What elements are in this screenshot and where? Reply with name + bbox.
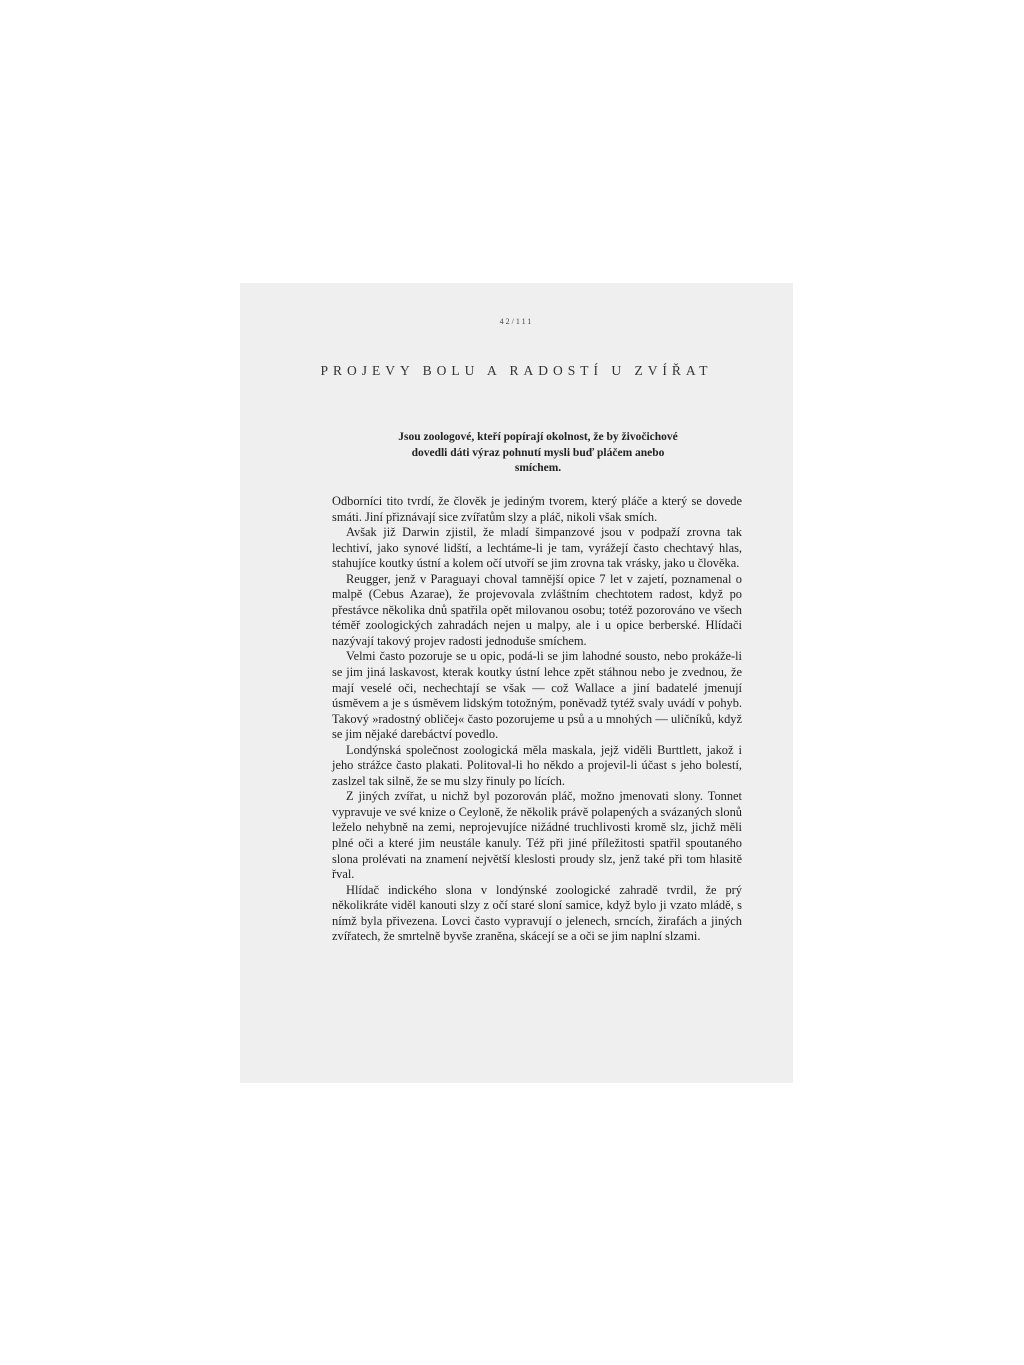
chapter-title: PROJEVY BOLU A RADOSTÍ U ZVÍŘAT — [320, 363, 713, 378]
paragraph: Hlídač indického slona v londýnské zoologické zahradě tvrdil, že prý několikráte viděl kanouti slzy z očí staré sloní samice, když bylo ji vzato mládě, s nímž byla přivezena. Lovci často vypravují o jelenech, srncích, žirafách a jiných zvířatech, že smrtelně byvše zraněna, skácejí se a oči se jim naplní slzami. — [332, 882, 742, 944]
paragraph: Odborníci tito tvrdí, že člověk je jediným tvorem, který pláče a který se dovede smáti. Jiní přiznávají sice zvířatům slzy a pláč, nikoli však smích. — [332, 494, 742, 524]
body-text — [332, 494, 742, 945]
paragraph: Z jiných zvířat, u nichž byl pozorován pláč, možno jmenovati slony. Tonnet vypravuje ve své knize o Ceyloně, že několik právě polapených a svázaných slonů leželo nehybně na zemi, neprojevujíce nižádné truchlivosti kromě slz, jichž měli plné oči a které jim neustále kanuly. Též při jiné příležitosti spatřil spoutaného slona prolévati na znamení největší kleslosti proudy slz, jenž také při tom hlasitě řval. — [332, 789, 742, 882]
paragraph: Velmi často pozoruje se u opic, podá-li se jim lahodné sousto, nebo prokáže-li se jim jiná laskavost, kterak koutky ústní lehce zpět stáhnou nebo je zvednou, že mají veselé oči, nechechtají se však — což Wallace a jiní badatelé jmenují úsměvem a je s úsměvem lidským totožným, poněvadž tytéž svaly uvádí v pohyb. Takový »radostný obličej« často pozorujeme u psů a u mnohých — uličníků, když se jim nějaké darebáctví povedlo. — [332, 649, 742, 742]
page-number: 42/111 — [499, 317, 534, 326]
paragraph: Avšak již Darwin zjistil, že mladí šimpanzové jsou v podpaží zrovna tak lechtiví, jako synové lidští, a lechtáme-li je tam, vyrážejí často chechtavý hlas, stahujíce koutky ústní a kolem očí utvoří se jim zrovna tak vrásky, jako u člověka. — [332, 525, 742, 571]
paragraph: Reugger, jenž v Paraguayi choval tamnější opice 7 let v zajetí, poznamenal o malpě (Cebus Azarae), že projevovala zvláštním chechtotem radost, když po přestávce několika dnů spatřila opět milovanou osobu; totéž pozorováno ve všech téměř zoologických zahradách nejen u malpy, ale i u opice berberské. Hlídači nazývají takový projev radosti jednoduše smíchem. — [332, 571, 742, 648]
chapter-subtitle: Jsou zoologové, kteří popírají okolnost, že by živočichové dovedli dáti výraz pohnutí mysli buď pláčem anebo smíchem. — [398, 431, 678, 474]
paragraph: Londýnská společnost zoologická měla maskala, jejž viděli Burttlett, jakož i jeho strážce často plakati. Politoval-li ho někdo a projevil-li účast s jeho bolestí, zaslzel tak silně, že se mu slzy řinuly po lících. — [332, 742, 742, 788]
book-page — [240, 283, 793, 1083]
